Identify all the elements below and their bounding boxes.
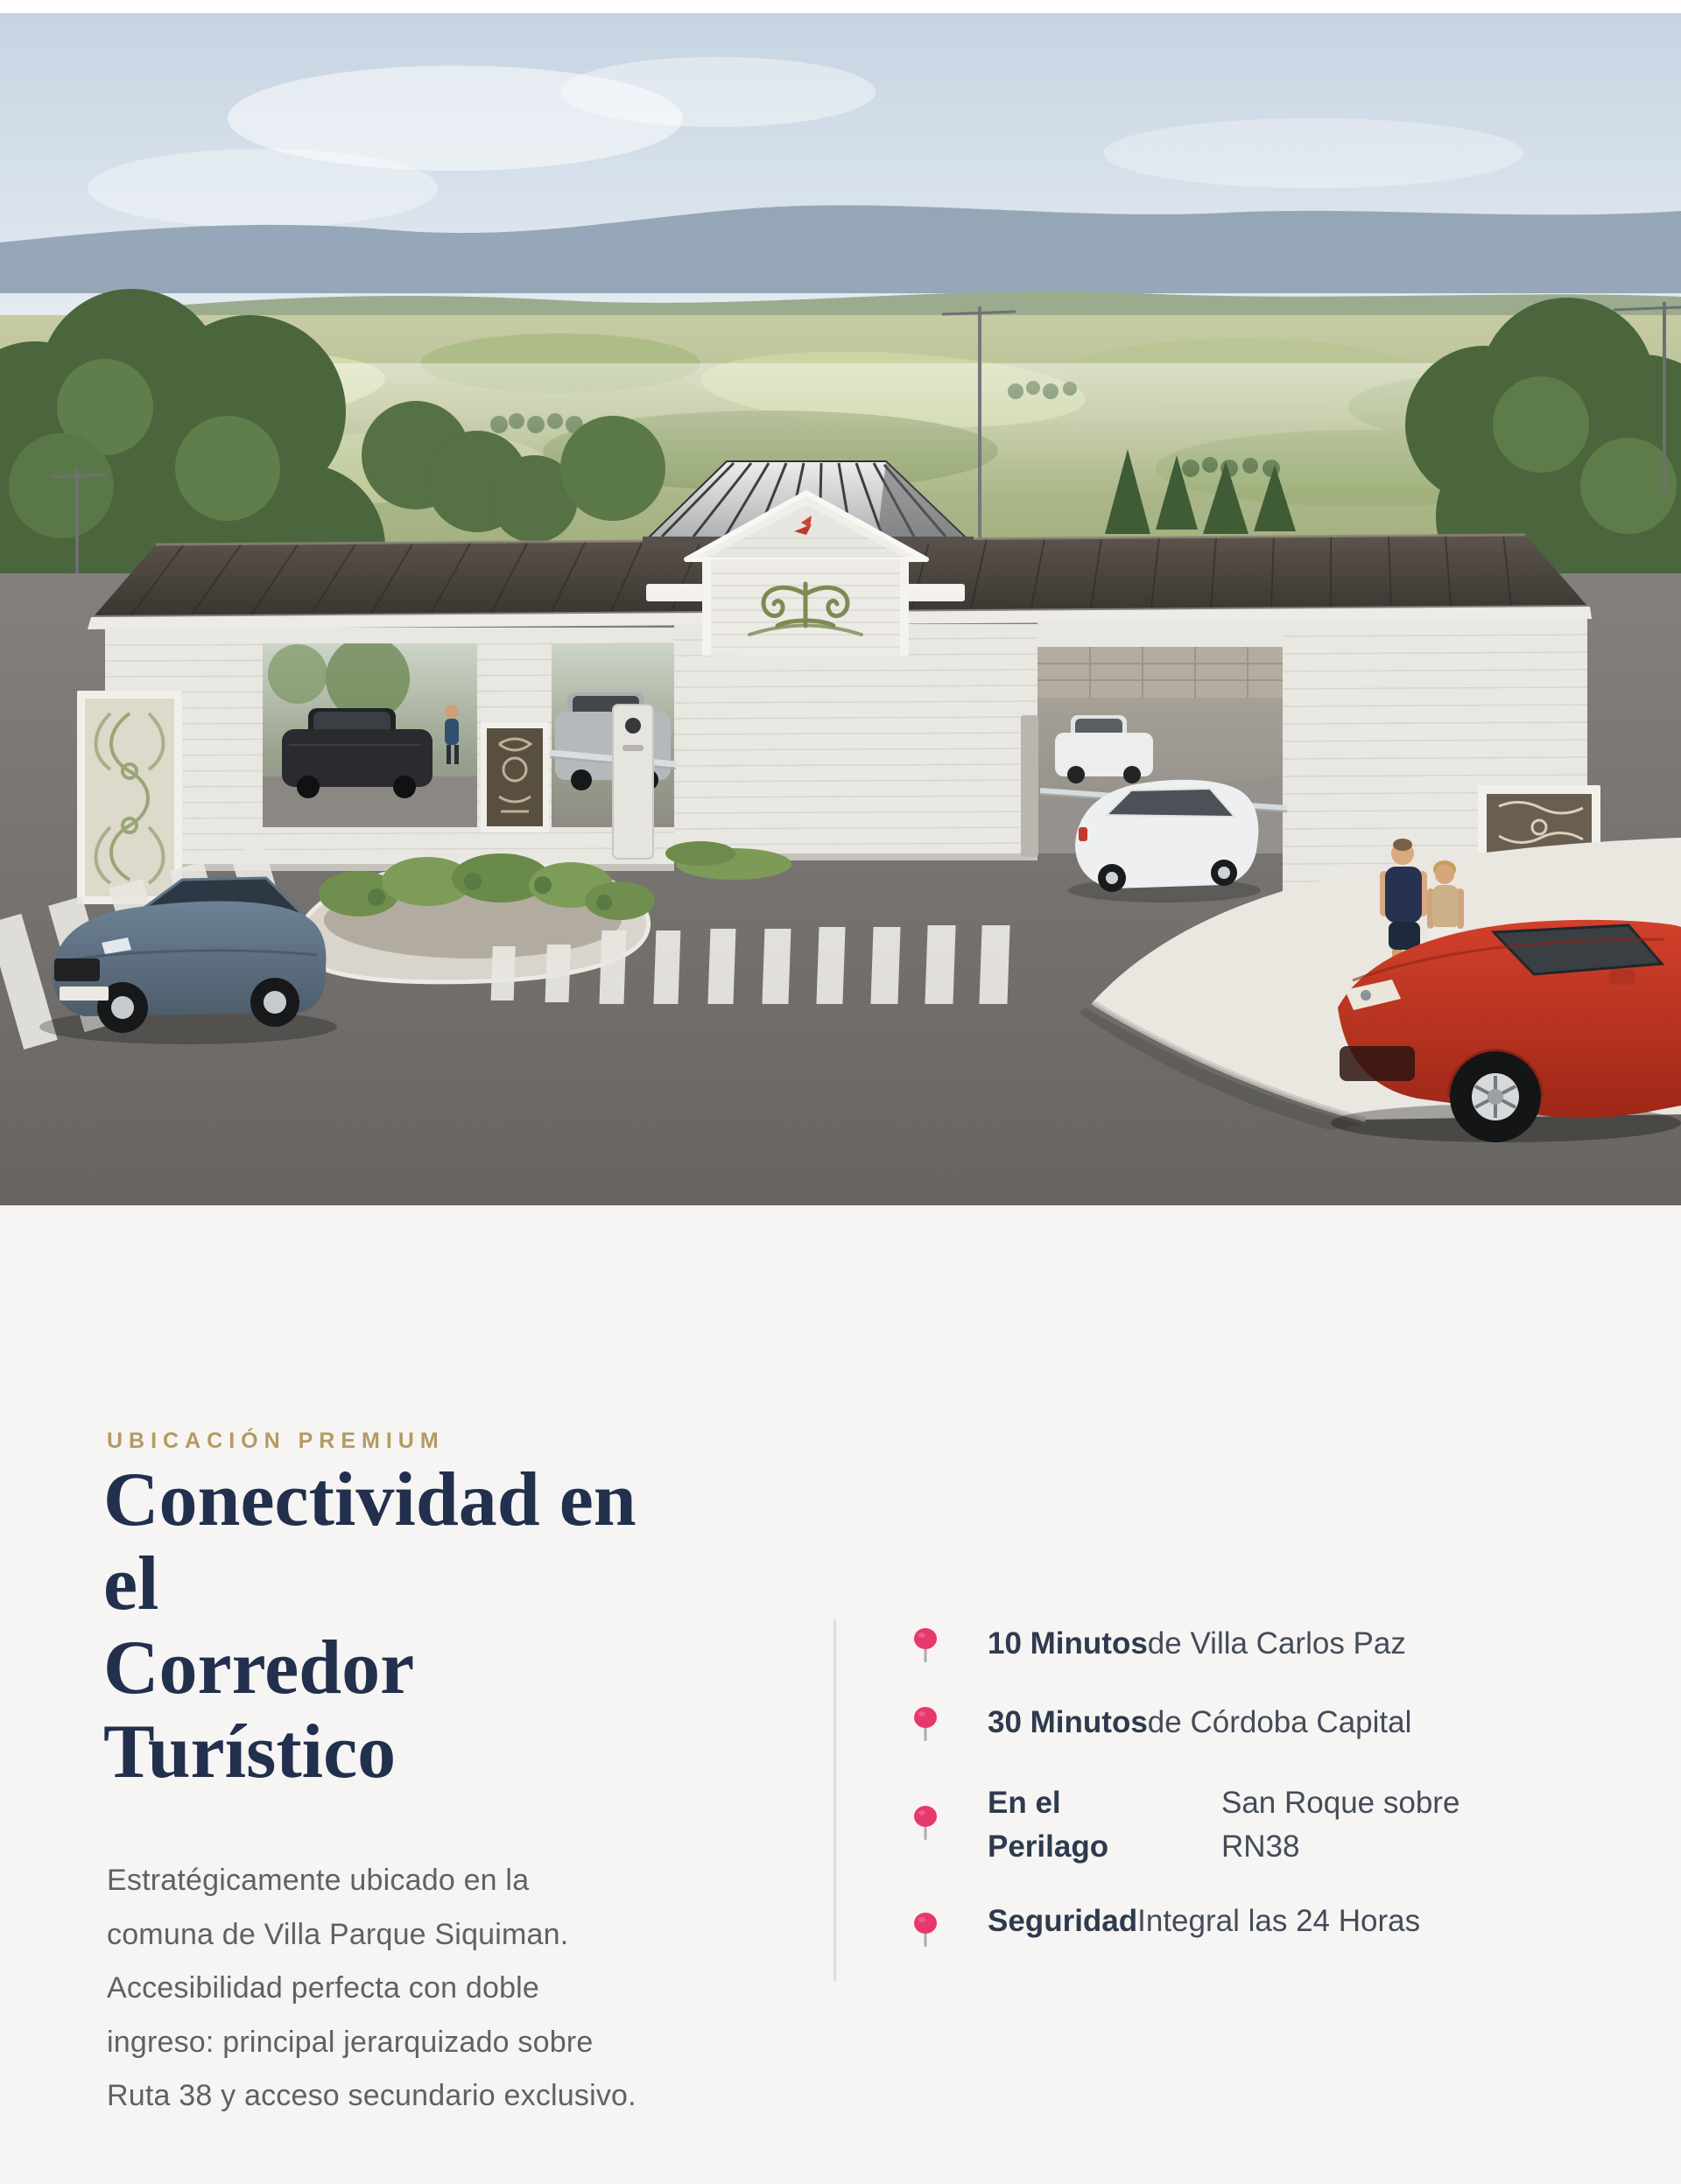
feature-bold: 10 Minutos xyxy=(988,1626,1148,1661)
feature-item-seguridad xyxy=(911,1902,1420,1951)
left-archway xyxy=(263,636,477,827)
section-eyebrow: UBICACIÓN PREMIUM xyxy=(107,1429,445,1453)
paragraph-line: Estratégicamente ubicado en la xyxy=(107,1864,530,1897)
feature-item-perilago xyxy=(911,1781,1459,1869)
vertical-divider xyxy=(833,1619,836,1981)
section-paragraph xyxy=(107,1854,825,2124)
entrance-render xyxy=(0,13,1681,1205)
paragraph-line: ingreso: principal jerarquizado sobre xyxy=(107,2025,594,2059)
heading-line: Corredor xyxy=(103,1626,415,1710)
feature-regular: de Córdoba Capital xyxy=(1147,1705,1412,1739)
paragraph-line: Accesibilidad perfecta con doble xyxy=(107,1971,540,2005)
grille-panel-middle xyxy=(481,722,549,832)
heading-line: Turístico xyxy=(103,1710,397,1794)
feature-label: En el Perilago xyxy=(988,1786,1109,1864)
heading-line: el xyxy=(103,1541,159,1626)
feature-regular: de Villa Carlos Paz xyxy=(1147,1626,1406,1661)
map-pin-icon xyxy=(911,1911,940,1951)
section-heading xyxy=(103,1458,839,1794)
feature-value: San Roque sobre RN38 xyxy=(1221,1786,1460,1864)
feature-text xyxy=(988,1625,1406,1663)
feature-bold: Seguridad xyxy=(988,1904,1138,1938)
map-pin-icon xyxy=(911,1626,940,1667)
hero-image xyxy=(0,13,1681,1205)
map-pin-icon xyxy=(911,1705,940,1745)
feature-text xyxy=(988,1703,1411,1742)
paragraph-line: Ruta 38 y acceso secundario exclusivo. xyxy=(107,2079,637,2112)
heading-line: Conectividad en xyxy=(103,1457,637,1542)
grille-panel-left xyxy=(77,691,182,904)
feature-columns xyxy=(988,1781,1459,1869)
paragraph-line: comuna de Villa Parque Siquiman. xyxy=(107,1917,569,1951)
feature-item-minutes-cordoba xyxy=(911,1703,1411,1745)
location-section xyxy=(0,1205,1681,2184)
map-pin-icon xyxy=(911,1804,940,1844)
feature-item-minutes-vcp xyxy=(911,1625,1406,1667)
feature-regular: Integral las 24 Horas xyxy=(1137,1904,1421,1938)
feature-text xyxy=(988,1902,1420,1941)
feature-bold: 30 Minutos xyxy=(988,1705,1148,1739)
